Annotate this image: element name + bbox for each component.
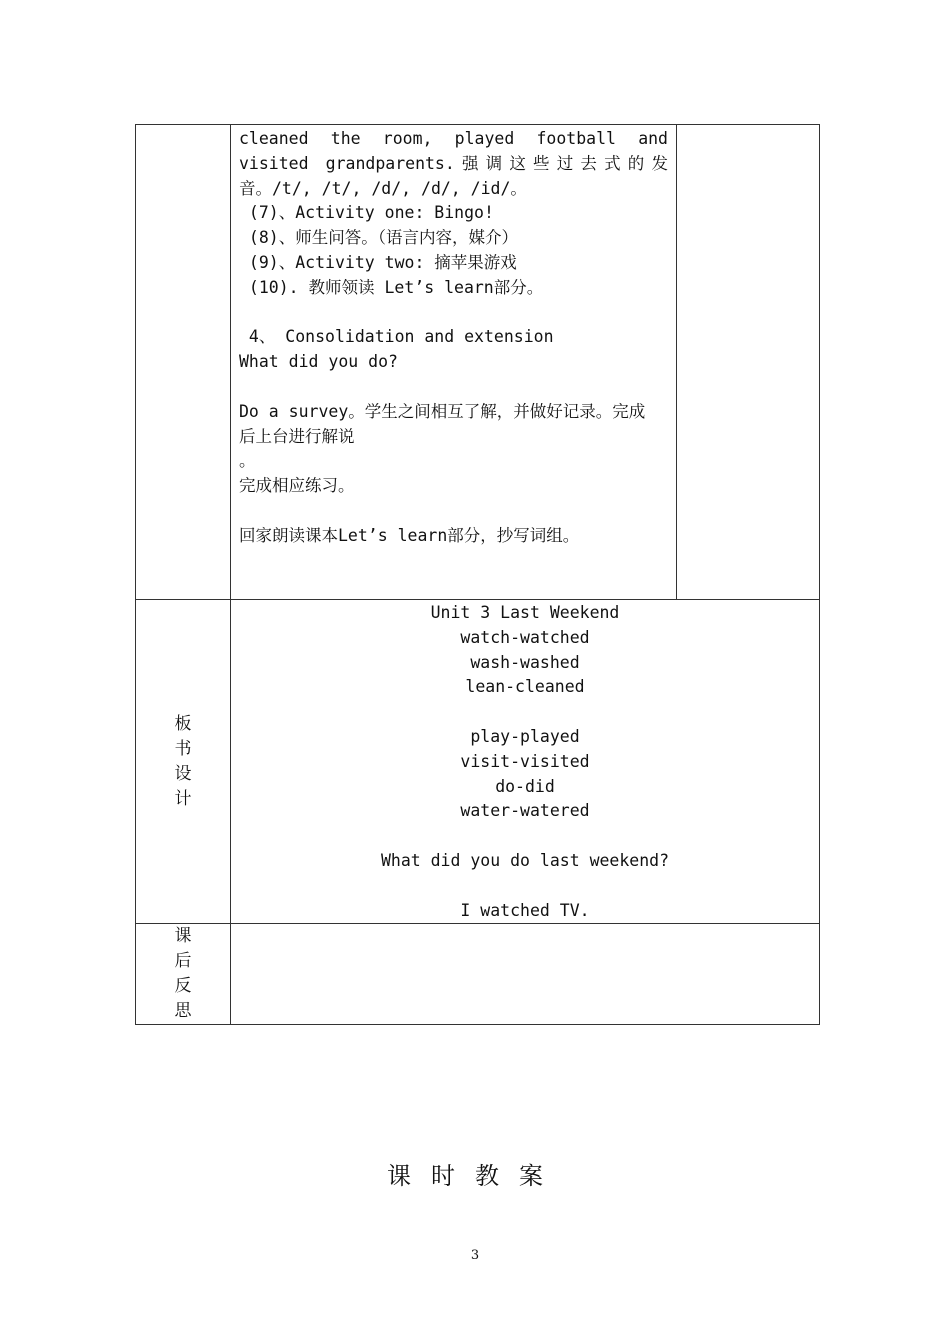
- board-design-label: [136, 600, 231, 924]
- reflection-content: [231, 924, 820, 1025]
- board-line: water-watered: [460, 801, 590, 821]
- procedure-line: 后上台进行解说: [239, 426, 355, 446]
- lesson-plan-table: [135, 124, 820, 1025]
- procedure-line: 回家朗读课本Let’s learn部分，抄写词组。: [239, 525, 580, 545]
- board-line: watch-watched: [460, 627, 590, 647]
- board-line: play-played: [470, 726, 580, 746]
- label-char: 书: [174, 738, 192, 759]
- reflection-row: [136, 924, 820, 1025]
- notes-cell: [677, 125, 820, 600]
- procedure-line: (8)、师生问答。（语言内容，媒介）: [239, 228, 518, 248]
- blank-line: [239, 375, 668, 400]
- label-char: 思: [174, 1001, 192, 1022]
- procedure-label-cell: [136, 125, 231, 600]
- procedure-line: (10). 教师领读 Let’s learn部分。: [239, 277, 544, 297]
- page-number: 3: [470, 1248, 480, 1263]
- board-title: Unit 3 Last Weekend: [430, 603, 620, 622]
- board-line: What did you do last weekend?: [380, 850, 670, 870]
- reflection-label: [136, 924, 231, 1025]
- blank-line: [231, 824, 819, 849]
- procedure-line: 。: [239, 451, 256, 471]
- procedure-line: visited grandparents.强调这些过去式的发: [239, 153, 668, 173]
- label-char: 设: [174, 763, 192, 784]
- board-line: visit-visited: [460, 751, 590, 771]
- board-line: wash-washed: [470, 652, 580, 672]
- procedure-line: What did you do?: [239, 352, 398, 372]
- label-char: 板: [174, 713, 192, 734]
- board-line: do-did: [495, 776, 555, 796]
- procedure-line: (9)、Activity two: 摘苹果游戏: [239, 252, 517, 272]
- procedure-line: Do a survey。学生之间相互了解，并做好记录。完成: [239, 401, 646, 421]
- procedure-line: 4、 Consolidation and extension: [239, 327, 554, 347]
- label-char: 后: [174, 951, 192, 972]
- procedure-line: 音。/t/, /t/, /d/, /d/, /id/。: [239, 178, 527, 198]
- label-char: 课: [174, 926, 192, 947]
- board-line: lean-cleaned: [465, 677, 585, 697]
- procedure-line: cleaned the room, played football and: [239, 129, 668, 148]
- procedure-line: (7)、Activity one: Bingo!: [239, 203, 494, 223]
- blank-line: [231, 874, 819, 899]
- blank-line: [239, 301, 668, 326]
- blank-line: [231, 700, 819, 725]
- blank-line: [239, 499, 668, 524]
- board-design-content: [231, 600, 820, 924]
- label-char: 反: [174, 976, 192, 997]
- label-char: 计: [174, 788, 192, 809]
- procedure-line: 完成相应练习。: [239, 476, 355, 496]
- procedure-content-cell: [231, 125, 677, 600]
- procedure-row: [136, 125, 820, 600]
- page-title: 课时教案: [387, 1162, 563, 1190]
- board-line: I watched TV.: [460, 900, 590, 920]
- board-design-row: [136, 600, 820, 924]
